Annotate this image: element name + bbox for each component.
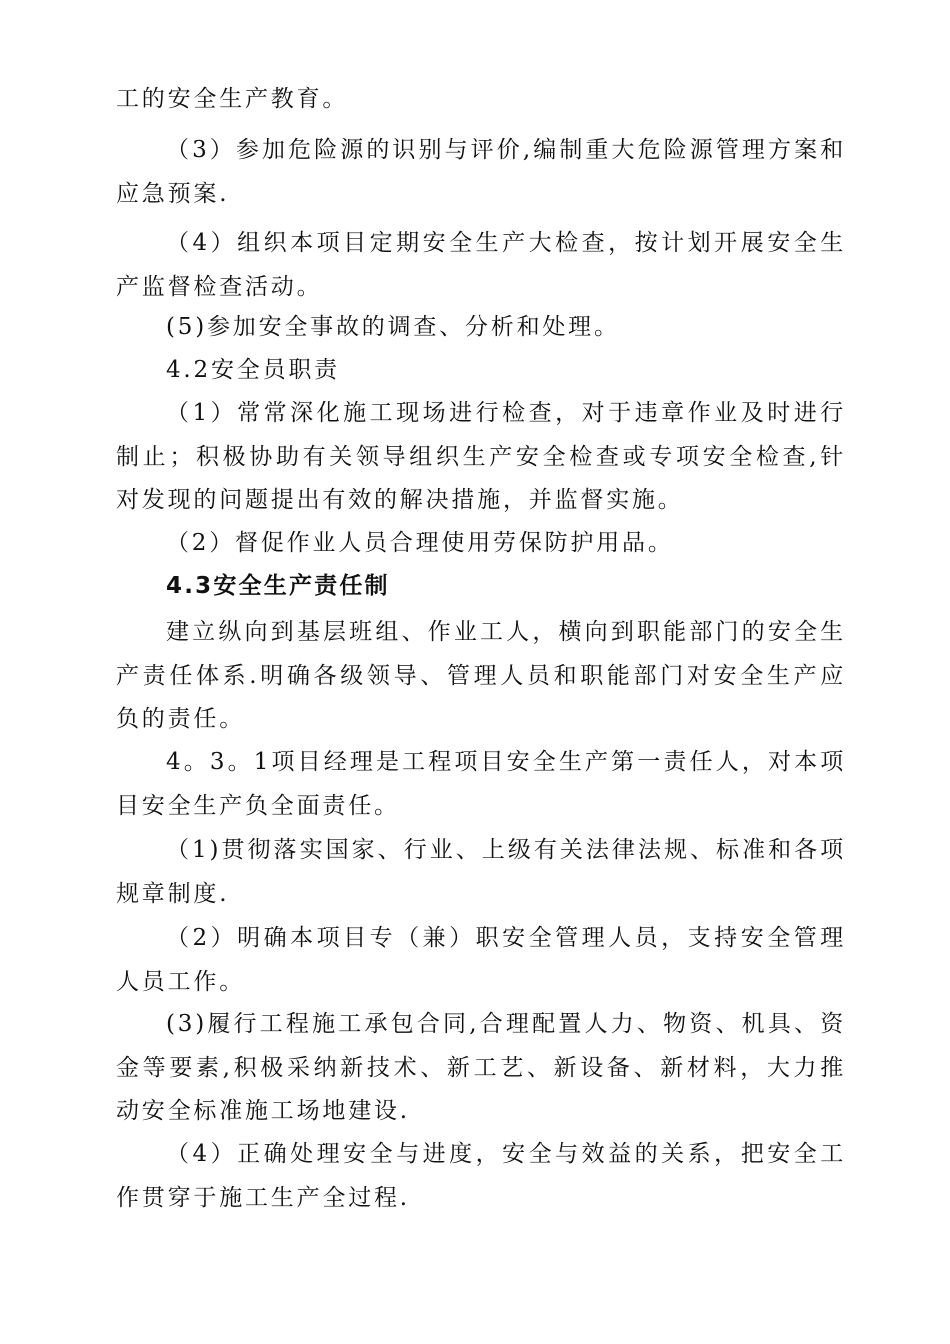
paragraph-continuation: 工的安全生产教育。 (116, 86, 349, 112)
paragraph-item-5-accident: (5)参加安全事故的调查、分析和处理。 (166, 314, 620, 340)
paragraph-pm-item-2: （2）明确本项目专（兼）职安全管理人员，支持安全管理人员工作。 (116, 925, 846, 995)
section-heading-4-3: 4.3安全生产责任制 (166, 573, 390, 599)
paragraph-safety-officer-1: （1）常常深化施工现场进行检查，对于违章作业及时进行制止；积极协助有关领导组织生产安全检查或专项安全检查,针对发现的问题提出有效的解决措施，并监督实施。 (116, 400, 846, 513)
section-heading-4-2: 4.2安全员职责 (166, 357, 340, 383)
paragraph-responsibility-system: 建立纵向到基层班组、作业工人，横向到职能部门的安全生产责任体系.明确各级领导、管理人员和职能部门对安全生产应负的责任。 (116, 619, 846, 732)
paragraph-item-3-hazard: （3）参加危险源的识别与评价,编制重大危险源管理方案和应急预案. (116, 137, 846, 207)
paragraph-safety-officer-2: （2）督促作业人员合理使用劳保防护用品。 (166, 530, 674, 556)
paragraph-4-3-1-project-manager: 4。3。1项目经理是工程项目安全生产第一责任人，对本项目安全生产负全面责任。 (116, 749, 846, 819)
paragraph-pm-item-3: (3)履行工程施工承包合同,合理配置人力、物资、机具、资金等要素,积极采纳新技术、新工艺、新设备、新材料，大力推动安全标准施工场地建设. (116, 1011, 846, 1124)
paragraph-item-4-inspection: （4）组织本项目定期安全生产大检查，按计划开展安全生产监督检查活动。 (116, 230, 846, 300)
paragraph-pm-item-1: （1)贯彻落实国家、行业、上级有关法律法规、标准和各项规章制度. (116, 837, 846, 907)
paragraph-pm-item-4: （4）正确处理安全与进度，安全与效益的关系，把安全工作贯穿于施工生产全过程. (116, 1141, 846, 1211)
